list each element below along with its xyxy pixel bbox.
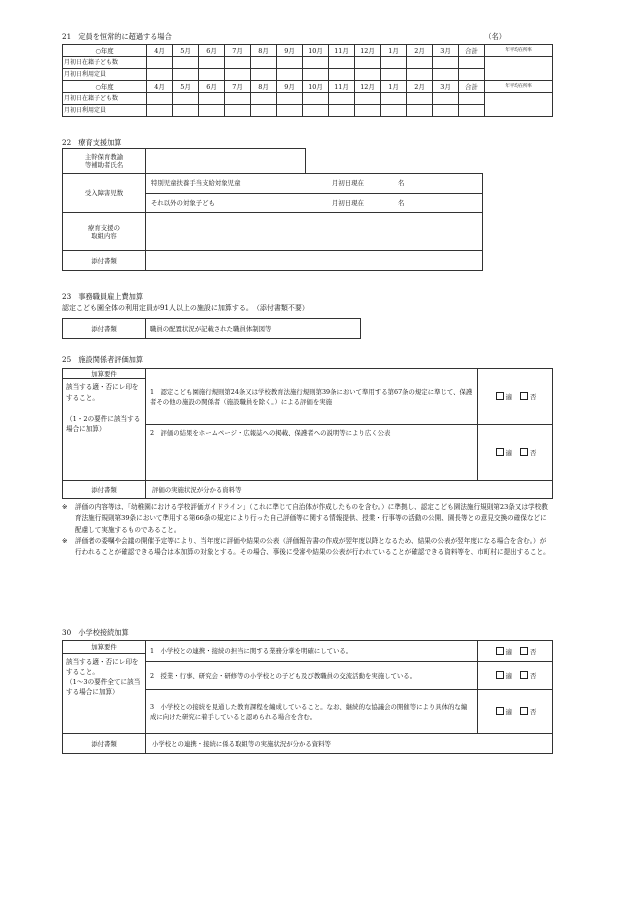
checkbox-yes[interactable]: [496, 707, 504, 715]
month-header: 8月: [251, 81, 277, 93]
attachment-field[interactable]: [146, 251, 483, 271]
choice-item-1: 適 否: [478, 369, 553, 425]
month-header: 2月: [407, 45, 433, 57]
average-header: 年平均在所率: [485, 45, 553, 57]
value-cell[interactable]: [147, 57, 173, 69]
excess-capacity-table: [62, 44, 553, 117]
attachment-label: 添付書類: [63, 481, 146, 499]
value-cell[interactable]: [251, 93, 277, 105]
requirement-item-1: 1 認定こども園施行規則第24条又は学校教育法施行規則第39条において準用する第67条の規定に準じて、保護者その他の施設の関係者（施設職員を除く。）による評価を実施: [146, 369, 478, 425]
requirement-label: 加算要件: [63, 641, 145, 654]
average-header: 年平均在所率: [485, 81, 553, 93]
value-cell[interactable]: [225, 105, 251, 117]
value-cell[interactable]: [225, 57, 251, 69]
section-21: [62, 32, 554, 41]
month-header: 8月: [251, 45, 277, 57]
value-cell[interactable]: [355, 69, 381, 81]
evaluation-table: [62, 368, 553, 499]
children-type1-row: 特別児童扶養手当支給対象児童 月初日現在 名: [146, 174, 482, 194]
total-header: 合計: [459, 81, 485, 93]
value-cell[interactable]: [303, 93, 329, 105]
table-row: [63, 105, 553, 117]
checkbox-no[interactable]: [520, 392, 528, 400]
month-header: 6月: [199, 81, 225, 93]
value-cell[interactable]: [147, 93, 173, 105]
requirement-cell: [63, 641, 146, 734]
table-row: [63, 93, 553, 105]
month-header: 3月: [433, 45, 459, 57]
checkbox-yes[interactable]: [496, 647, 504, 655]
value-cell[interactable]: [147, 105, 173, 117]
requirement-cell: [63, 369, 146, 481]
children-count-label: 受入障害児数: [63, 174, 146, 213]
month-header: 10月: [303, 45, 329, 57]
month-header: 12月: [355, 81, 381, 93]
therapy-support-table-lower: [62, 173, 483, 271]
value-cell[interactable]: [459, 93, 485, 105]
section-21-title: 21 定員を恒常的に超過する場合 （名）: [62, 32, 506, 41]
month-header: 9月: [277, 81, 303, 93]
value-cell[interactable]: [381, 105, 407, 117]
table-row: [63, 57, 553, 69]
table-row: [63, 69, 553, 81]
value-cell[interactable]: [303, 105, 329, 117]
staff-name-label: 主幹保育教諭 等補助者氏名: [63, 149, 146, 174]
month-header: 12月: [355, 45, 381, 57]
requirement-item-1: 1 小学校との連携・接続の担当に関する業務分掌を明確にしている。: [146, 641, 478, 662]
checkbox-no[interactable]: [520, 671, 528, 679]
value-cell[interactable]: [199, 69, 225, 81]
value-cell[interactable]: [277, 93, 303, 105]
row-label: 月初日利用定員: [63, 105, 147, 117]
choice-item-1: 適 否: [478, 641, 553, 662]
attachment-value: 小学校との連携・接続に係る取組等の実施状況が分かる資料等: [146, 734, 553, 754]
value-cell[interactable]: [407, 69, 433, 81]
month-header: 7月: [225, 45, 251, 57]
value-cell[interactable]: [329, 105, 355, 117]
year-label: ○年度: [63, 45, 147, 57]
row-label: 月初日在籍子ども数: [63, 93, 147, 105]
month-header: 4月: [147, 81, 173, 93]
month-header: 7月: [225, 81, 251, 93]
value-cell[interactable]: [355, 93, 381, 105]
requirement-item-3: 3 小学校との接続を見通した教育課程を編成していること。なお、継続的な協議会の開催等により具体的な編成に向けた研究に着手していると認められる場合を含む。: [146, 690, 478, 734]
requirement-instruction: 該当する適・否にレ印をすること。 （1・2の要件に該当する場合に加算）: [66, 383, 141, 433]
value-cell[interactable]: [251, 69, 277, 81]
requirement-instruction: 該当する適・否にレ印をすること。 （1～3の要件全てに該当する場合に加算）: [66, 658, 141, 696]
value-cell[interactable]: [173, 93, 199, 105]
therapy-content-label: 療育支援の 取組内容: [63, 213, 146, 251]
month-header: 11月: [329, 81, 355, 93]
checkbox-no[interactable]: [520, 707, 528, 715]
value-cell[interactable]: [225, 93, 251, 105]
section-30-title: 30 小学校接続加算: [62, 628, 129, 637]
average-cell[interactable]: [485, 57, 553, 81]
children-type2-row: それ以外の対象子ども 月初日現在 名: [151, 199, 405, 207]
value-cell[interactable]: [459, 69, 485, 81]
value-cell[interactable]: [329, 93, 355, 105]
month-header: 11月: [329, 45, 355, 57]
checkbox-yes[interactable]: [496, 448, 504, 456]
value-cell[interactable]: [251, 105, 277, 117]
choice-item-2: 適 否: [478, 662, 553, 690]
row-label: 月初日利用定員: [63, 69, 147, 81]
attachment-label: 添付書類: [63, 319, 146, 339]
value-cell[interactable]: [277, 69, 303, 81]
month-header: 2月: [407, 81, 433, 93]
evaluation-notes: [62, 502, 552, 558]
choice-item-3: 適 否: [478, 690, 553, 734]
value-cell[interactable]: [433, 57, 459, 69]
section-23-title: 23 事務職員雇上費加算: [62, 292, 144, 301]
value-cell[interactable]: [459, 57, 485, 69]
clerical-staff-table: [62, 318, 361, 339]
value-cell[interactable]: [381, 57, 407, 69]
value-cell[interactable]: [147, 69, 173, 81]
month-header: 1月: [381, 81, 407, 93]
unit-label: （名）: [484, 32, 506, 41]
section-22-title: 22 療育支援加算: [62, 138, 122, 147]
value-cell[interactable]: [329, 57, 355, 69]
year-label: ○年度: [63, 81, 147, 93]
value-cell[interactable]: [355, 105, 381, 117]
total-header: 合計: [459, 45, 485, 57]
month-header: 6月: [199, 45, 225, 57]
value-cell[interactable]: [433, 69, 459, 81]
section-25-title: 25 施設関係者評価加算: [62, 355, 144, 364]
month-header: 9月: [277, 45, 303, 57]
note-1: ※ 評価の内容等は、「幼稚園における学校評価ガイドライン」（これに準じて自治体が作成したものを含む。）に準拠し、認定こども園法施行規則第23条又は学校教育法施行規則第39条において準用する第66条の規定により行った自己評価等に関する情報提供、授業・行事等の活動の公開、園長等との意見交換の確保などに配慮して実施するものであること。: [62, 503, 548, 534]
value-cell[interactable]: [407, 105, 433, 117]
value-cell[interactable]: [225, 69, 251, 81]
staff-name-field[interactable]: [146, 149, 306, 174]
checkbox-no[interactable]: [520, 647, 528, 655]
row-label: 月初日在籍子ども数: [63, 57, 147, 69]
requirement-item-2: 2 授業・行事、研究会・研修等の小学校との子ども及び教職員の交流活動を実施している。: [146, 662, 478, 690]
value-cell[interactable]: [407, 93, 433, 105]
section-23-description: 認定こども園全体の利用定員が91人以上の施設に加算する。 （添付書類不要）: [62, 304, 309, 312]
checkbox-yes[interactable]: [496, 392, 504, 400]
attachment-label: 添付書類: [63, 734, 146, 754]
value-cell[interactable]: [355, 57, 381, 69]
elementary-connection-table: [62, 640, 553, 754]
value-cell[interactable]: [199, 57, 225, 69]
value-cell[interactable]: [303, 57, 329, 69]
value-cell[interactable]: [459, 105, 485, 117]
note-2: ※ 評価者の委嘱や会議の開催予定等により、当年度に評価や結果の公表（評価報告書の作成が翌年度以降となるため、結果の公表が翌年度になる場合を含む。）が行われることが確認できる場合は本加算の対象とする。その場合、事後に受審や結果の公表が行われていることが確認できる資料等を、市町村に提出すること。: [62, 536, 550, 557]
requirement-item-2: 2 評価の結果をホームページ・広報誌への掲載、保護者への説明等により広く公表: [146, 425, 478, 481]
value-cell[interactable]: [433, 105, 459, 117]
attachment-value: 職員の配置状況が記載された職員体制図等: [146, 319, 361, 339]
value-cell[interactable]: [251, 57, 277, 69]
month-header: 5月: [173, 81, 199, 93]
month-header: 4月: [147, 45, 173, 57]
month-header: 5月: [173, 45, 199, 57]
value-cell[interactable]: [173, 57, 199, 69]
month-header: 1月: [381, 45, 407, 57]
value-cell[interactable]: [173, 69, 199, 81]
table-header-row: [63, 45, 553, 57]
attachment-label: 添付書類: [63, 251, 146, 271]
value-cell[interactable]: [381, 93, 407, 105]
value-cell[interactable]: [173, 105, 199, 117]
value-cell[interactable]: [199, 93, 225, 105]
therapy-content-field[interactable]: [146, 213, 483, 251]
value-cell[interactable]: [433, 93, 459, 105]
value-cell[interactable]: [407, 57, 433, 69]
therapy-support-table: [62, 148, 306, 174]
value-cell[interactable]: [329, 69, 355, 81]
choice-item-2: 適 否: [478, 425, 553, 481]
value-cell[interactable]: [277, 57, 303, 69]
checkbox-yes[interactable]: [496, 671, 504, 679]
table-header-row: [63, 81, 553, 93]
value-cell[interactable]: [277, 105, 303, 117]
value-cell[interactable]: [303, 69, 329, 81]
value-cell[interactable]: [199, 105, 225, 117]
attachment-value: 評価の実施状況が分かる資料等: [146, 481, 553, 499]
value-cell[interactable]: [381, 69, 407, 81]
checkbox-no[interactable]: [520, 448, 528, 456]
month-header: 3月: [433, 81, 459, 93]
average-cell[interactable]: [485, 93, 553, 117]
month-header: 10月: [303, 81, 329, 93]
requirement-label: 加算要件: [63, 369, 145, 379]
